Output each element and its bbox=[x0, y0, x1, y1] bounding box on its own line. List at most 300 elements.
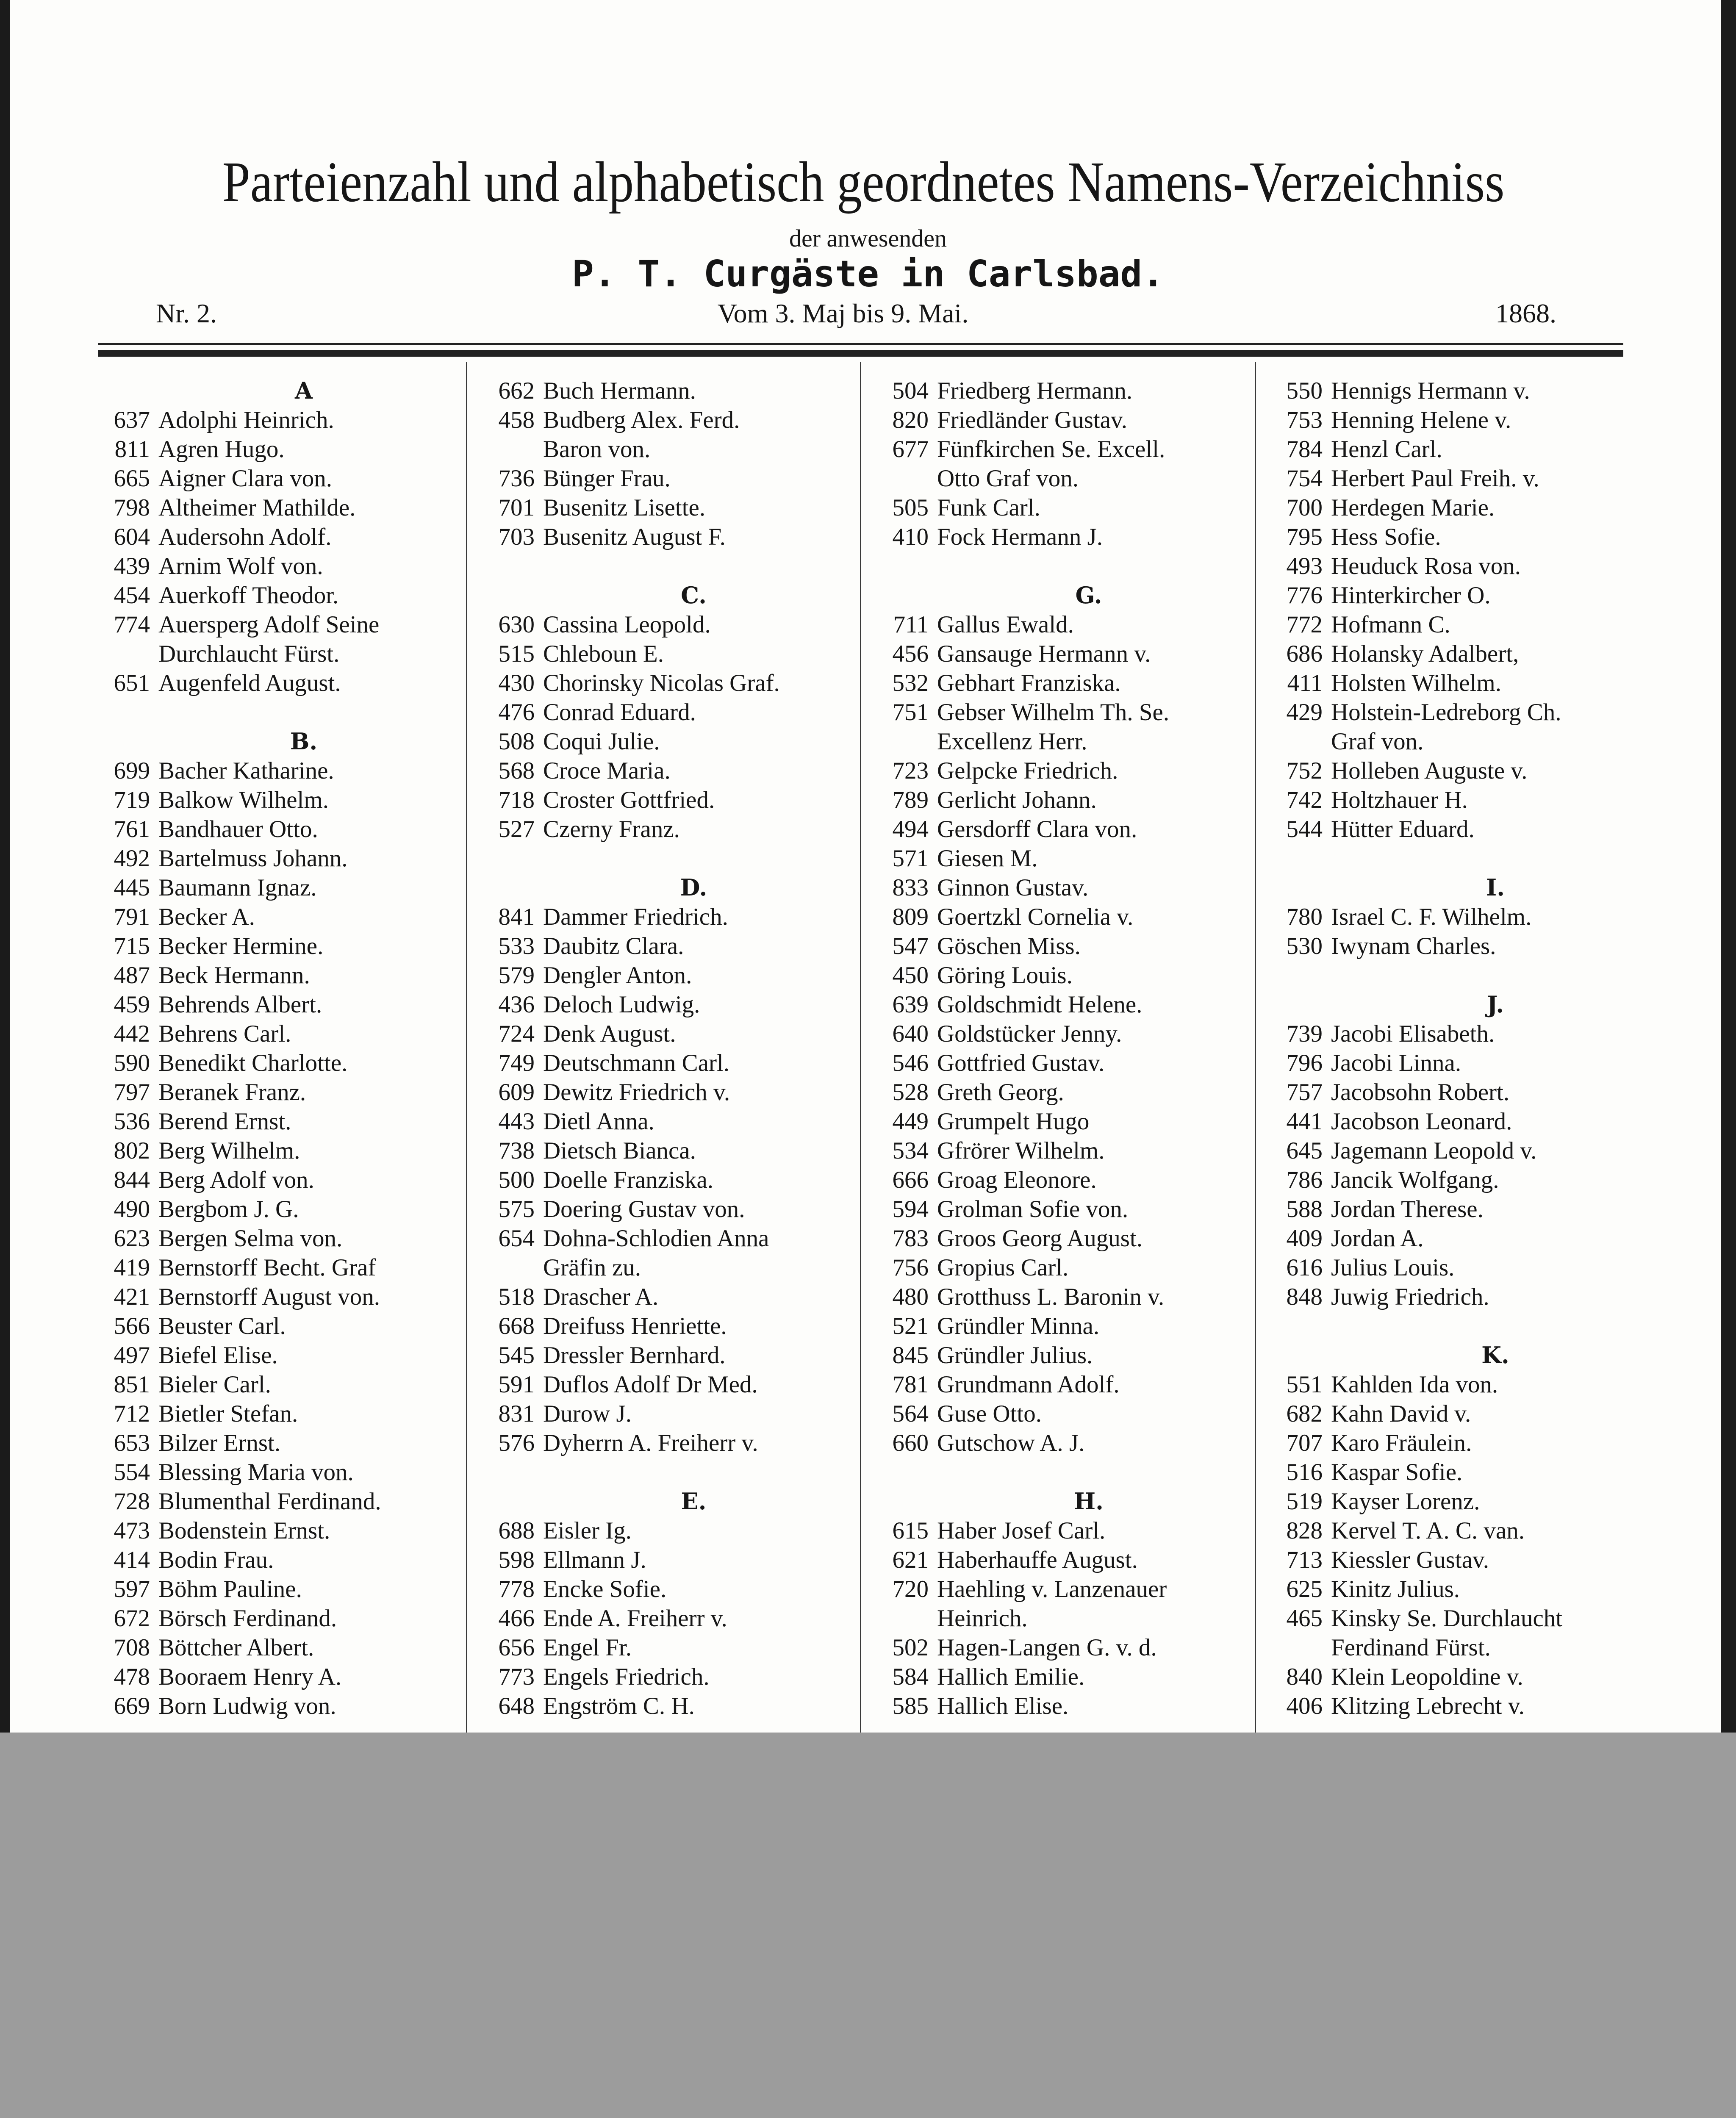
list-item bbox=[94, 756, 458, 785]
guest-name: Blessing Maria von. bbox=[158, 1459, 354, 1486]
list-item bbox=[479, 1545, 854, 1575]
guest-name: Herbert Paul Freih. v. bbox=[1331, 465, 1539, 492]
guest-name: Kervel T. A. C. van. bbox=[1331, 1517, 1525, 1544]
list-item bbox=[1267, 1458, 1669, 1487]
list-item bbox=[873, 815, 1250, 844]
party-number: 516 bbox=[1286, 1459, 1323, 1486]
party-number: 410 bbox=[892, 524, 929, 550]
party-number: 820 bbox=[892, 407, 929, 433]
list-item bbox=[479, 1019, 854, 1048]
list-item bbox=[1267, 1516, 1669, 1545]
party-number: 751 bbox=[892, 699, 929, 726]
party-number: 576 bbox=[498, 1430, 535, 1456]
guest-name: Haehling v. Lanzenauer bbox=[937, 1576, 1167, 1602]
guest-name: Daubitz Clara. bbox=[543, 933, 684, 959]
guest-name: Gelpcke Friedrich. bbox=[937, 757, 1118, 784]
party-number: 707 bbox=[1286, 1430, 1323, 1456]
party-number: 480 bbox=[892, 1284, 929, 1310]
list-item bbox=[873, 1195, 1250, 1224]
guest-name: Jancik Wolfgang. bbox=[1331, 1167, 1499, 1193]
guest-name: Karo Fräulein. bbox=[1331, 1430, 1472, 1456]
guest-name: Hallich Emilie. bbox=[937, 1663, 1085, 1690]
page-title: Parteienzahl und alphabetisch geordnetes Namens-Verzeichniss bbox=[222, 150, 1505, 214]
section-spacer bbox=[479, 844, 854, 873]
party-number: 841 bbox=[498, 904, 535, 930]
party-number: 492 bbox=[114, 845, 150, 872]
guest-name: Budberg Alex. Ferd. bbox=[543, 407, 740, 433]
header-rule-thin bbox=[98, 343, 1623, 345]
party-number: 616 bbox=[1286, 1254, 1323, 1281]
guest-name: Hinterkircher O. bbox=[1331, 582, 1491, 609]
list-item bbox=[94, 1399, 458, 1428]
list-item bbox=[1267, 1107, 1669, 1136]
issue-number: Nr. 2. bbox=[156, 298, 217, 328]
list-item bbox=[479, 698, 854, 727]
party-number: 590 bbox=[114, 1050, 150, 1076]
guest-name: Born Ludwig von. bbox=[158, 1693, 336, 1719]
entry-continuation: Ferdinand Fürst. bbox=[1331, 1634, 1491, 1661]
party-number: 421 bbox=[114, 1284, 150, 1310]
party-number: 591 bbox=[498, 1371, 535, 1398]
guest-name: Adolphi Heinrich. bbox=[158, 407, 334, 433]
guest-name: Baumann Ignaz. bbox=[158, 874, 317, 901]
list-item bbox=[1267, 1691, 1669, 1721]
guest-name: Juwig Friedrich. bbox=[1331, 1284, 1489, 1310]
party-number: 797 bbox=[114, 1079, 150, 1106]
party-number: 534 bbox=[892, 1137, 929, 1164]
party-number: 551 bbox=[1286, 1371, 1323, 1398]
guest-name: Dietl Anna. bbox=[543, 1108, 654, 1135]
entry-continuation: Heinrich. bbox=[937, 1605, 1028, 1632]
column-divider bbox=[1255, 362, 1256, 1733]
guest-name: Kinsky Se. Durchlaucht bbox=[1331, 1605, 1563, 1632]
list-item bbox=[479, 639, 854, 668]
guest-name: Dohna-Schlodien Anna bbox=[543, 1225, 769, 1252]
list-item bbox=[94, 1253, 458, 1282]
party-number: 584 bbox=[892, 1663, 929, 1690]
subtitle: der anwesenden bbox=[789, 225, 947, 252]
guest-name: Gutschow A. J. bbox=[937, 1430, 1085, 1456]
guest-name: Hofmann C. bbox=[1331, 611, 1450, 638]
guest-name: Duflos Adolf Dr Med. bbox=[543, 1371, 758, 1398]
party-number: 651 bbox=[114, 670, 150, 696]
list-item bbox=[479, 668, 854, 698]
list-item bbox=[94, 902, 458, 931]
guest-name: Fock Hermann J. bbox=[937, 524, 1103, 550]
party-number: 439 bbox=[114, 553, 150, 579]
guest-name: Hütter Eduard. bbox=[1331, 816, 1475, 843]
party-number: 533 bbox=[498, 933, 535, 959]
list-item bbox=[479, 522, 854, 552]
list-item bbox=[479, 815, 854, 844]
list-item bbox=[479, 990, 854, 1019]
list-item bbox=[1267, 639, 1669, 668]
party-number: 441 bbox=[1286, 1108, 1323, 1135]
list-item bbox=[479, 1078, 854, 1107]
guest-name: Eisler Ig. bbox=[543, 1517, 632, 1544]
column-divider bbox=[466, 362, 467, 1733]
guest-name: Buch Hermann. bbox=[543, 377, 696, 404]
guest-name: Berend Ernst. bbox=[158, 1108, 291, 1135]
list-item bbox=[94, 1019, 458, 1048]
list-item bbox=[873, 639, 1250, 668]
guest-name: Grumpelt Hugo bbox=[937, 1108, 1090, 1135]
guest-name: Biefel Elise. bbox=[158, 1342, 278, 1369]
guest-name: Goertzkl Cornelia v. bbox=[937, 904, 1134, 930]
guest-name: Durow J. bbox=[543, 1400, 632, 1427]
party-number: 761 bbox=[114, 816, 150, 843]
guest-name: Bernstorff Becht. Graf bbox=[158, 1254, 376, 1281]
guest-name: Doering Gustav von. bbox=[543, 1196, 745, 1223]
party-number: 454 bbox=[114, 582, 150, 609]
guest-name: Iwynam Charles. bbox=[1331, 933, 1496, 959]
section-spacer bbox=[873, 552, 1250, 581]
list-item bbox=[873, 435, 1250, 464]
guest-name: Bandhauer Otto. bbox=[158, 816, 318, 843]
party-number: 720 bbox=[892, 1576, 929, 1602]
list-item bbox=[94, 1078, 458, 1107]
guest-name: Altheimer Mathilde. bbox=[158, 494, 356, 521]
guest-name: Croster Gottfried. bbox=[543, 787, 715, 813]
guest-name: Jacobi Linna. bbox=[1331, 1050, 1461, 1076]
guest-name: Bacher Katharine. bbox=[158, 757, 334, 784]
party-number: 796 bbox=[1286, 1050, 1323, 1076]
guest-name: Greth Georg. bbox=[937, 1079, 1064, 1106]
party-number: 430 bbox=[498, 670, 535, 696]
party-number: 528 bbox=[892, 1079, 929, 1106]
list-item bbox=[479, 1048, 854, 1078]
guest-name: Audersohn Adolf. bbox=[158, 524, 332, 550]
guest-name: Kaspar Sofie. bbox=[1331, 1459, 1463, 1486]
list-item bbox=[1267, 610, 1669, 639]
party-number: 466 bbox=[498, 1605, 535, 1632]
list-item bbox=[94, 668, 458, 698]
scan-background bbox=[0, 1733, 1736, 2118]
entry-continuation: Graf von. bbox=[1331, 728, 1424, 755]
list-item bbox=[873, 990, 1250, 1019]
list-item bbox=[479, 1399, 854, 1428]
party-number: 840 bbox=[1286, 1663, 1323, 1690]
party-number: 579 bbox=[498, 962, 535, 989]
list-item bbox=[873, 1224, 1250, 1253]
guest-name: Bünger Frau. bbox=[543, 465, 671, 492]
party-number: 450 bbox=[892, 962, 929, 989]
party-number: 789 bbox=[892, 787, 929, 813]
guest-name: Grolman Sofie von. bbox=[937, 1196, 1129, 1223]
list-item bbox=[1267, 376, 1669, 405]
party-number: 795 bbox=[1286, 524, 1323, 550]
entry-continuation: Gräfin zu. bbox=[543, 1254, 641, 1281]
guest-name: Bergbom J. G. bbox=[158, 1196, 299, 1223]
list-item bbox=[94, 1107, 458, 1136]
guest-name: Jacobi Elisabeth. bbox=[1331, 1020, 1495, 1047]
list-item bbox=[94, 1604, 458, 1633]
party-number: 780 bbox=[1286, 904, 1323, 930]
guest-name: Dengler Anton. bbox=[543, 962, 692, 989]
guest-name: Bergen Selma von. bbox=[158, 1225, 343, 1252]
guest-name: Chorinsky Nicolas Graf. bbox=[543, 670, 780, 696]
guest-name: Deloch Ludwig. bbox=[543, 991, 700, 1018]
list-item bbox=[873, 1516, 1250, 1545]
party-number: 458 bbox=[498, 407, 535, 433]
guest-name: Henzl Carl. bbox=[1331, 436, 1442, 463]
party-number: 456 bbox=[892, 640, 929, 667]
guest-name: Busenitz Lisette. bbox=[543, 494, 706, 521]
party-number: 566 bbox=[114, 1313, 150, 1339]
guest-name: Jagemann Leopold v. bbox=[1331, 1137, 1537, 1164]
list-item bbox=[873, 844, 1250, 873]
party-number: 738 bbox=[498, 1137, 535, 1164]
year: 1868. bbox=[1495, 298, 1556, 328]
guest-name: Balkow Wilhelm. bbox=[158, 787, 329, 813]
party-number: 497 bbox=[114, 1342, 150, 1369]
list-item bbox=[873, 1019, 1250, 1048]
list-item bbox=[1267, 405, 1669, 435]
list-item bbox=[1267, 756, 1669, 785]
party-number: 637 bbox=[114, 407, 150, 433]
entry-continuation: Excellenz Herr. bbox=[937, 728, 1087, 755]
list-item bbox=[1267, 1048, 1669, 1078]
section-letter: C. bbox=[681, 582, 707, 609]
list-item bbox=[873, 493, 1250, 522]
list-item bbox=[873, 698, 1250, 727]
section-letter: E. bbox=[681, 1488, 707, 1515]
guest-name: Goldschmidt Helene. bbox=[937, 991, 1143, 1018]
party-number: 530 bbox=[1286, 933, 1323, 959]
party-number: 756 bbox=[892, 1254, 929, 1281]
list-item bbox=[1267, 1662, 1669, 1691]
party-number: 609 bbox=[498, 1079, 535, 1106]
guest-name: Becker A. bbox=[158, 904, 255, 930]
list-item bbox=[479, 785, 854, 815]
guest-name: Conrad Eduard. bbox=[543, 699, 696, 726]
guest-name: Holsten Wilhelm. bbox=[1331, 670, 1501, 696]
list-item bbox=[873, 1341, 1250, 1370]
party-number: 845 bbox=[892, 1342, 929, 1369]
party-number: 773 bbox=[498, 1663, 535, 1690]
guest-name: Croce Maria. bbox=[543, 757, 671, 784]
guest-name: Agren Hugo. bbox=[158, 436, 285, 463]
party-number: 723 bbox=[892, 757, 929, 784]
guest-name: Kahlden Ida von. bbox=[1331, 1371, 1498, 1398]
guest-name: Denk August. bbox=[543, 1020, 676, 1047]
party-number: 798 bbox=[114, 494, 150, 521]
list-item bbox=[479, 405, 854, 435]
party-number: 772 bbox=[1286, 611, 1323, 638]
party-number: 776 bbox=[1286, 582, 1323, 609]
guest-name: Hennigs Hermann v. bbox=[1331, 377, 1530, 404]
list-item bbox=[94, 1458, 458, 1487]
list-item bbox=[94, 1195, 458, 1224]
list-item bbox=[94, 1633, 458, 1662]
party-number: 851 bbox=[114, 1371, 150, 1398]
guest-name: Herdegen Marie. bbox=[1331, 494, 1495, 521]
party-number: 665 bbox=[114, 465, 150, 492]
list-item bbox=[94, 1545, 458, 1575]
guest-name: Beuster Carl. bbox=[158, 1313, 286, 1339]
list-item bbox=[94, 785, 458, 815]
section-letter: I. bbox=[1486, 874, 1505, 901]
party-number: 476 bbox=[498, 699, 535, 726]
guest-name: Dressler Bernhard. bbox=[543, 1342, 726, 1369]
guest-name: Jordan A. bbox=[1331, 1225, 1424, 1252]
list-item bbox=[1267, 581, 1669, 610]
party-number: 713 bbox=[1286, 1547, 1323, 1573]
party-number: 739 bbox=[1286, 1020, 1323, 1047]
party-number: 585 bbox=[892, 1693, 929, 1719]
party-number: 668 bbox=[498, 1313, 535, 1339]
party-number: 604 bbox=[114, 524, 150, 550]
guest-name: Chleboun E. bbox=[543, 640, 664, 667]
section-spacer bbox=[1267, 1311, 1669, 1341]
party-number: 588 bbox=[1286, 1196, 1323, 1223]
party-number: 784 bbox=[1286, 436, 1323, 463]
guest-name: Haberhauffe August. bbox=[937, 1547, 1138, 1573]
party-number: 459 bbox=[114, 991, 150, 1018]
list-item bbox=[873, 1136, 1250, 1165]
date-range: Vom 3. Maj bis 9. Mai. bbox=[717, 298, 969, 328]
list-item bbox=[1267, 1487, 1669, 1516]
party-number: 708 bbox=[114, 1634, 150, 1661]
party-number: 639 bbox=[892, 991, 929, 1018]
guest-name: Doelle Franziska. bbox=[543, 1167, 714, 1193]
party-number: 597 bbox=[114, 1576, 150, 1602]
party-number: 686 bbox=[1286, 640, 1323, 667]
party-number: 571 bbox=[892, 845, 929, 872]
list-item bbox=[873, 1633, 1250, 1662]
guest-name: Böhm Pauline. bbox=[158, 1576, 302, 1602]
list-item bbox=[479, 727, 854, 756]
entry-continuation: Baron von. bbox=[543, 436, 651, 463]
guest-name: Benedikt Charlotte. bbox=[158, 1050, 348, 1076]
guest-name: Gansauge Hermann v. bbox=[937, 640, 1151, 667]
list-item bbox=[479, 756, 854, 785]
party-number: 621 bbox=[892, 1547, 929, 1573]
guest-name: Julius Louis. bbox=[1331, 1254, 1455, 1281]
guest-name: Gebhart Franziska. bbox=[937, 670, 1121, 696]
guest-name: Drascher A. bbox=[543, 1284, 659, 1310]
list-item bbox=[94, 844, 458, 873]
guest-name: Kahn David v. bbox=[1331, 1400, 1471, 1427]
guest-name: Bartelmuss Johann. bbox=[158, 845, 348, 872]
guest-name: Bodin Frau. bbox=[158, 1547, 274, 1573]
list-item bbox=[1267, 522, 1669, 552]
section-letter: J. bbox=[1486, 991, 1504, 1018]
party-number: 487 bbox=[114, 962, 150, 989]
party-number: 505 bbox=[892, 494, 929, 521]
guest-name: Augenfeld August. bbox=[158, 670, 341, 696]
guest-name: Ende A. Freiherr v. bbox=[543, 1605, 727, 1632]
party-number: 778 bbox=[498, 1576, 535, 1602]
party-number: 753 bbox=[1286, 407, 1323, 433]
guest-name: Gottfried Gustav. bbox=[937, 1050, 1105, 1076]
guest-name: Beck Hermann. bbox=[158, 962, 310, 989]
list-item bbox=[479, 902, 854, 931]
party-number: 786 bbox=[1286, 1167, 1323, 1193]
guest-name: Groos Georg August. bbox=[937, 1225, 1143, 1252]
list-item bbox=[94, 1282, 458, 1311]
guest-name: Jacobson Leonard. bbox=[1331, 1108, 1512, 1135]
list-item bbox=[873, 1428, 1250, 1458]
section-letter: B. bbox=[290, 728, 318, 755]
party-number: 445 bbox=[114, 874, 150, 901]
list-item bbox=[873, 873, 1250, 902]
party-number: 494 bbox=[892, 816, 929, 843]
list-item bbox=[1267, 698, 1669, 727]
guest-name: Friedländer Gustav. bbox=[937, 407, 1128, 433]
guest-name: Ginnon Gustav. bbox=[937, 874, 1089, 901]
guest-name: Encke Sofie. bbox=[543, 1576, 667, 1602]
list-item bbox=[94, 1370, 458, 1399]
guest-name: Grotthuss L. Baronin v. bbox=[937, 1284, 1165, 1310]
list-item bbox=[479, 493, 854, 522]
guest-name: Kiessler Gustav. bbox=[1331, 1547, 1489, 1573]
guest-name: Holstein-Ledreborg Ch. bbox=[1331, 699, 1561, 726]
list-item bbox=[479, 1282, 854, 1311]
party-number: 728 bbox=[114, 1488, 150, 1515]
party-number: 478 bbox=[114, 1663, 150, 1690]
guest-name: Göschen Miss. bbox=[937, 933, 1081, 959]
list-item bbox=[479, 931, 854, 961]
list-item bbox=[94, 610, 458, 639]
list-item bbox=[479, 1575, 854, 1604]
party-number: 490 bbox=[114, 1196, 150, 1223]
guest-name: Gallus Ewald. bbox=[937, 611, 1074, 638]
section-spacer bbox=[94, 698, 458, 727]
guest-name: Becker Hermine. bbox=[158, 933, 324, 959]
party-number: 465 bbox=[1286, 1605, 1323, 1632]
party-number: 654 bbox=[498, 1225, 535, 1252]
list-item bbox=[873, 1078, 1250, 1107]
guest-name: Dewitz Friedrich v. bbox=[543, 1079, 730, 1106]
party-number: 473 bbox=[114, 1517, 150, 1544]
party-number: 575 bbox=[498, 1196, 535, 1223]
guest-name: Börsch Ferdinand. bbox=[158, 1605, 337, 1632]
list-item bbox=[1267, 552, 1669, 581]
guest-name: Ellmann J. bbox=[543, 1547, 646, 1573]
party-number: 625 bbox=[1286, 1576, 1323, 1602]
party-number: 656 bbox=[498, 1634, 535, 1661]
party-number: 653 bbox=[114, 1430, 150, 1456]
list-item bbox=[873, 1282, 1250, 1311]
party-number: 545 bbox=[498, 1342, 535, 1369]
list-item bbox=[1267, 1165, 1669, 1195]
section-spacer bbox=[1267, 961, 1669, 990]
guest-name: Hallich Elise. bbox=[937, 1693, 1069, 1719]
party-number: 406 bbox=[1286, 1693, 1323, 1719]
guest-name: Gropius Carl. bbox=[937, 1254, 1069, 1281]
list-item bbox=[94, 464, 458, 493]
guest-name: Bodenstein Ernst. bbox=[158, 1517, 330, 1544]
list-item bbox=[873, 1399, 1250, 1428]
party-number: 791 bbox=[114, 904, 150, 930]
party-number: 703 bbox=[498, 524, 535, 550]
party-number: 414 bbox=[114, 1547, 150, 1573]
party-number: 546 bbox=[892, 1050, 929, 1076]
party-number: 527 bbox=[498, 816, 535, 843]
guest-name: Dietsch Bianca. bbox=[543, 1137, 696, 1164]
list-item bbox=[873, 1107, 1250, 1136]
party-number: 544 bbox=[1286, 816, 1323, 843]
guest-name: Busenitz August F. bbox=[543, 524, 726, 550]
list-item bbox=[1267, 464, 1669, 493]
party-number: 700 bbox=[1286, 494, 1323, 521]
guest-name: Bietler Stefan. bbox=[158, 1400, 298, 1427]
party-number: 436 bbox=[498, 991, 535, 1018]
party-number: 742 bbox=[1286, 787, 1323, 813]
party-number: 547 bbox=[892, 933, 929, 959]
guest-name: Dyherrn A. Freiherr v. bbox=[543, 1430, 758, 1456]
